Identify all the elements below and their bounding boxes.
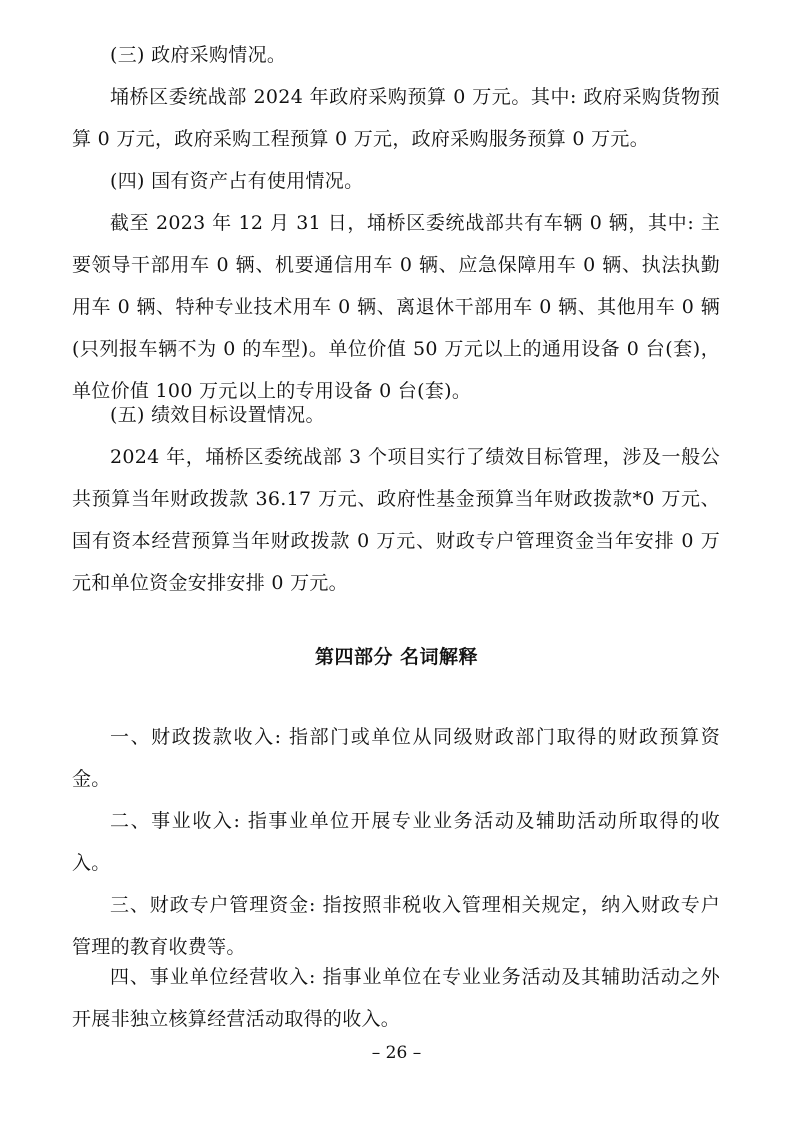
- section-3-heading: (三) 政府采购情况。: [110, 44, 287, 66]
- section-5-body: 2024 年，埇桥区委统战部 3 个项目实行了绩效目标管理，涉及一般公共预算当年财政拨款 36.17 万元、政府性基金预算当年财政拨款*0 万元、国有资本经营预算当年财政拨款 0 万元、财政专户管理资金当年安排 0 万元和单位资金安排安排 0 万元。: [72, 446, 720, 594]
- term-item: 三、财政专户管理资金: 指按照非税收入管理相关规定，纳入财政专户管理的教育收费等。: [72, 894, 720, 958]
- section-5-heading: (五) 绩效目标设置情况。: [110, 404, 325, 426]
- term-item: 二、事业收入: 指事业单位开展专业业务活动及辅助活动所取得的收入。: [72, 810, 720, 874]
- section-4-heading: (四) 国有资产占有使用情况。: [110, 170, 364, 192]
- term-item: 一、财政拨款收入: 指部门或单位从同级财政部门取得的财政预算资金。: [72, 726, 720, 790]
- section-3-body: 埇桥区委统战部 2024 年政府采购预算 0 万元。其中: 政府采购货物预算 0 万元，政府采购工程预算 0 万元，政府采购服务预算 0 万元。: [72, 86, 720, 150]
- part-four-title: 第四部分 名词解释: [314, 646, 479, 668]
- term-item: 四、事业单位经营收入: 指事业单位在专业业务活动及其辅助活动之外开展非独立核算经营活动取得的收入。: [72, 966, 720, 1030]
- section-4-body: 截至 2023 年 12 月 31 日，埇桥区委统战部共有车辆 0 辆，其中: 主要领导干部用车 0 辆、机要通信用车 0 辆、应急保障用车 0 辆、执法执勤用车 0 辆、特种专业技术用车 0 辆、离退休干部用车 0 辆、其他用车 0 辆(只列报车辆不为 0 的车型)。单位价值 50 万元以上的通用设备 0 台(套)，单位价值 100 万元以上的专用设备 0 台(套)。: [72, 212, 720, 402]
- page-number: – 26 –: [371, 1043, 422, 1063]
